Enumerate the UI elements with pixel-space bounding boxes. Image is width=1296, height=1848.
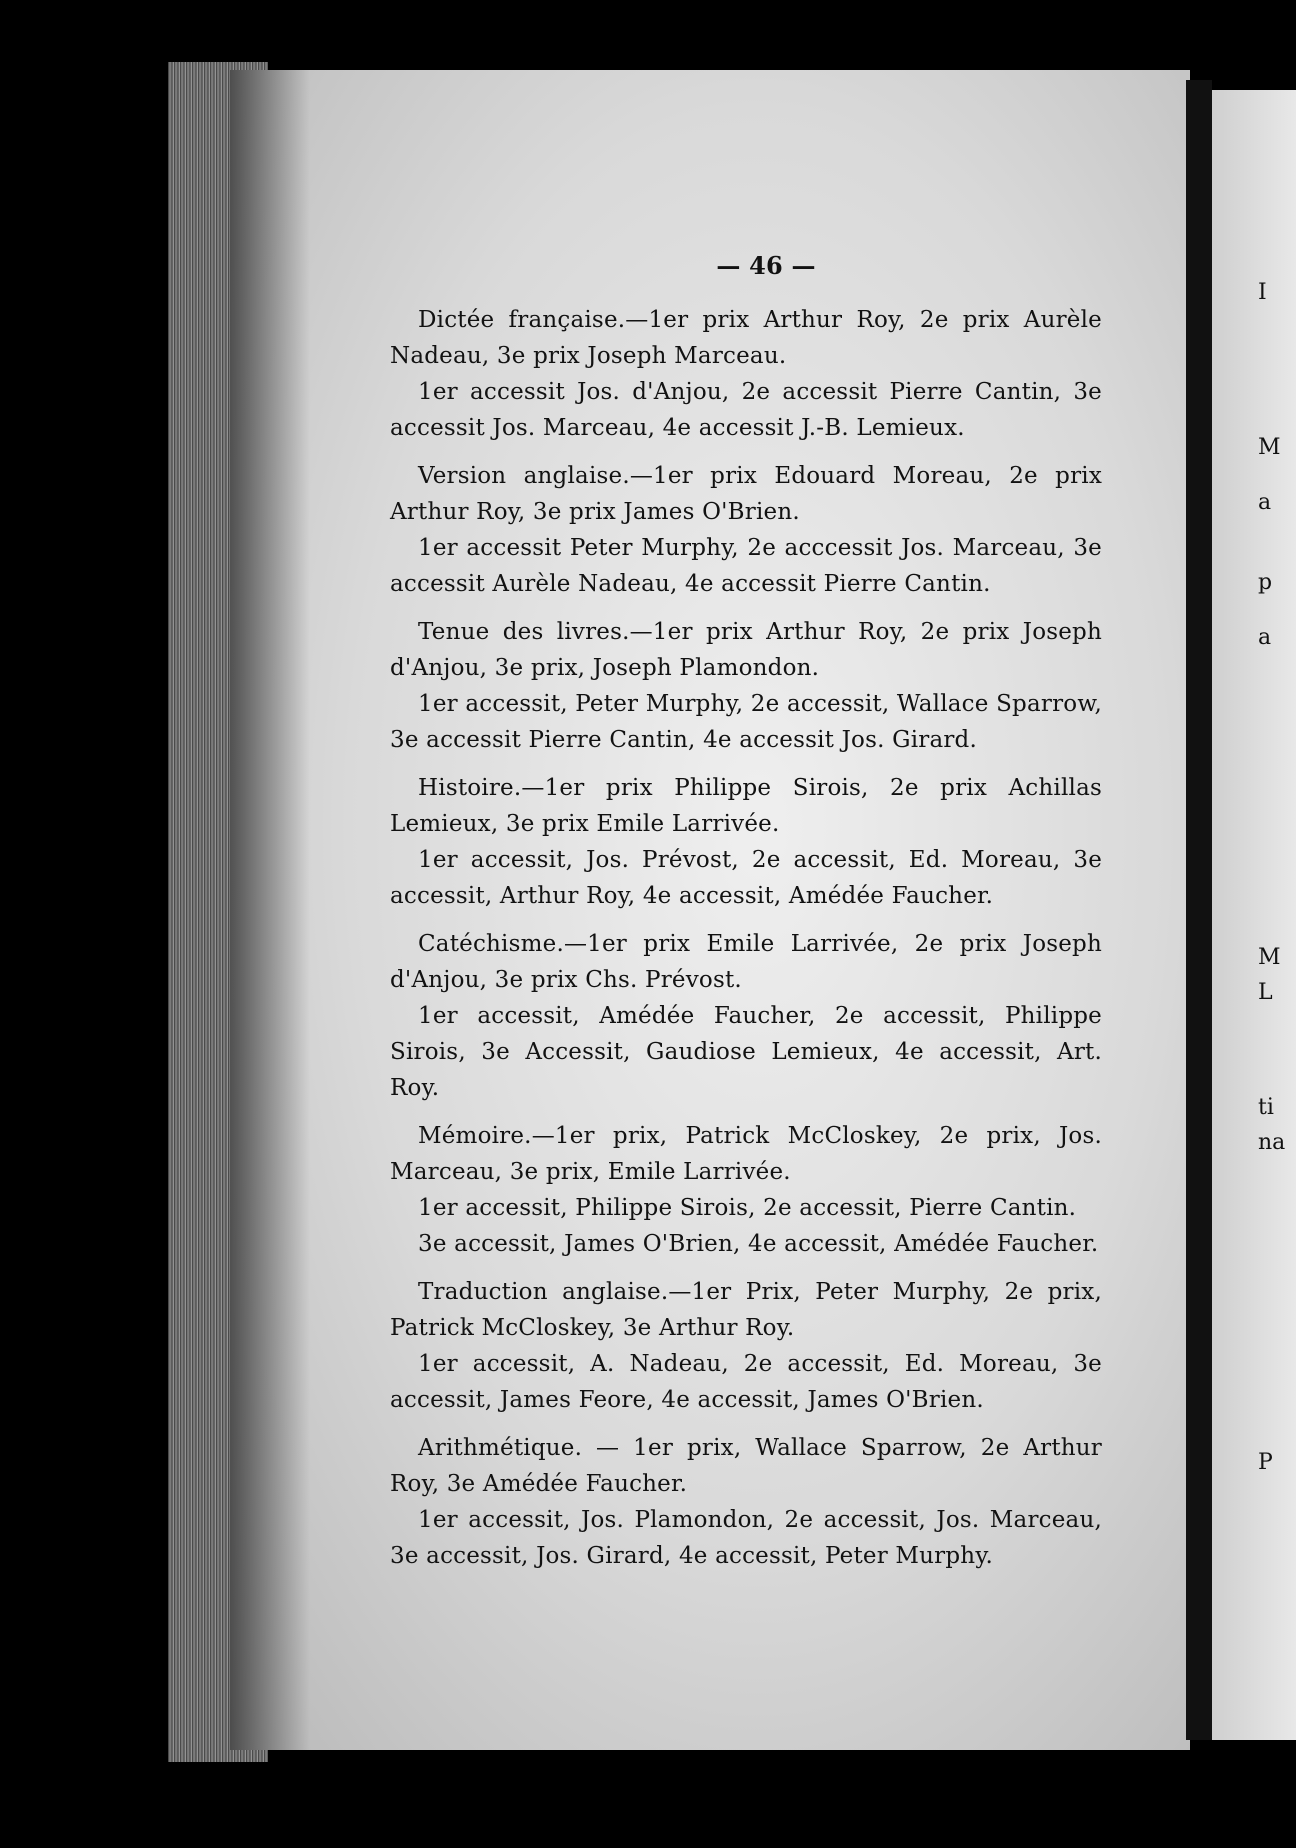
next-page-fragment: ti (1258, 1095, 1274, 1120)
accessit-list: 1er accessit, Jos. Plamondon, 2e accessit, Jos. Marceau, 3e accessit, Jos. Girard, 4e accessit, Peter Murphy. (390, 1507, 1102, 1569)
next-page-fragment: P (1258, 1450, 1273, 1475)
next-page-fragment: M (1258, 435, 1281, 460)
next-page-fragment: a (1258, 490, 1272, 515)
next-page-fragment: M (1258, 945, 1281, 970)
prize-entry-catechisme (390, 926, 1102, 1106)
next-page-fragment: p (1258, 570, 1273, 595)
prize-entry-dictee (390, 302, 1102, 446)
page-number: — 46 — (716, 251, 816, 280)
prize-list: Dictée française.—1er prix Arthur Roy, 2e prix Aurèle Nadeau, 3e prix Joseph Marceau. (390, 307, 1102, 369)
prize-list: Version anglaise.—1er prix Edouard Moreau, 2e prix Arthur Roy, 3e prix James O'Brien. (390, 463, 1102, 525)
prize-list: Catéchisme.—1er prix Emile Larrivée, 2e prix Joseph d'Anjou, 3e prix Chs. Prévost. (390, 931, 1102, 993)
accessit-list: 1er accessit, Philippe Sirois, 2e accessit, Pierre Cantin. (418, 1195, 1077, 1221)
prize-entry-memoire (390, 1118, 1102, 1262)
accessit-list: 1er accessit, Peter Murphy, 2e accessit, Wallace Sparrow, 3e accessit Pierre Cantin, 4e accessit Jos. Girard. (390, 691, 1102, 753)
prize-list: Arithmétique. — 1er prix, Wallace Sparrow, 2e Arthur Roy, 3e Amédée Faucher. (390, 1435, 1102, 1497)
next-page-sliver (1212, 90, 1296, 1740)
prize-list: Histoire.—1er prix Philippe Sirois, 2e prix Achillas Lemieux, 3e prix Emile Larrivée. (390, 775, 1102, 837)
prize-list: Traduction anglaise.—1er Prix, Peter Murphy, 2e prix, Patrick McCloskey, 3e Arthur Roy. (390, 1279, 1102, 1341)
prize-entry-tenue-des-livres (390, 614, 1102, 758)
prize-entry-arithmetique (390, 1430, 1102, 1574)
accessit-list: 1er accessit Jos. d'Anjou, 2e accessit Pierre Cantin, 3e accessit Jos. Marceau, 4e accessit J.-B. Lemieux. (390, 379, 1102, 441)
next-page-fragment: L (1258, 980, 1273, 1005)
accessit-list: 1er accessit Peter Murphy, 2e acccessit Jos. Marceau, 3e accessit Aurèle Nadeau, 4e accessit Pierre Cantin. (390, 535, 1102, 597)
prize-entry-traduction-anglaise (390, 1274, 1102, 1418)
accessit-list: 1er accessit, Jos. Prévost, 2e accessit, Ed. Moreau, 3e accessit, Arthur Roy, 4e accessit, Amédée Faucher. (390, 847, 1102, 909)
prize-entry-version-anglaise (390, 458, 1102, 602)
prize-list: Mémoire.—1er prix, Patrick McCloskey, 2e prix, Jos. Marceau, 3e prix, Emile Larrivée. (390, 1123, 1102, 1185)
accessit-list: 1er accessit, Amédée Faucher, 2e accessit, Philippe Sirois, 3e Accessit, Gaudiose Lemieux, 4e accessit, Art. Roy. (390, 1003, 1102, 1101)
prize-entry-histoire (390, 770, 1102, 914)
page-binding-shadow (230, 70, 310, 1750)
next-page-fragment: a (1258, 625, 1272, 650)
book-gutter (1186, 80, 1212, 1740)
accessit-list: 1er accessit, A. Nadeau, 2e accessit, Ed. Moreau, 3e accessit, James Feore, 4e accessit, James O'Brien. (390, 1351, 1102, 1413)
next-page-fragment: I (1258, 280, 1267, 305)
accessit-list-continued: 3e accessit, James O'Brien, 4e accessit, Amédée Faucher. (418, 1231, 1099, 1257)
next-page-fragment: na (1258, 1130, 1286, 1155)
page-content (390, 248, 1102, 1586)
prize-list: Tenue des livres.—1er prix Arthur Roy, 2e prix Joseph d'Anjou, 3e prix, Joseph Plamondon. (390, 619, 1102, 681)
